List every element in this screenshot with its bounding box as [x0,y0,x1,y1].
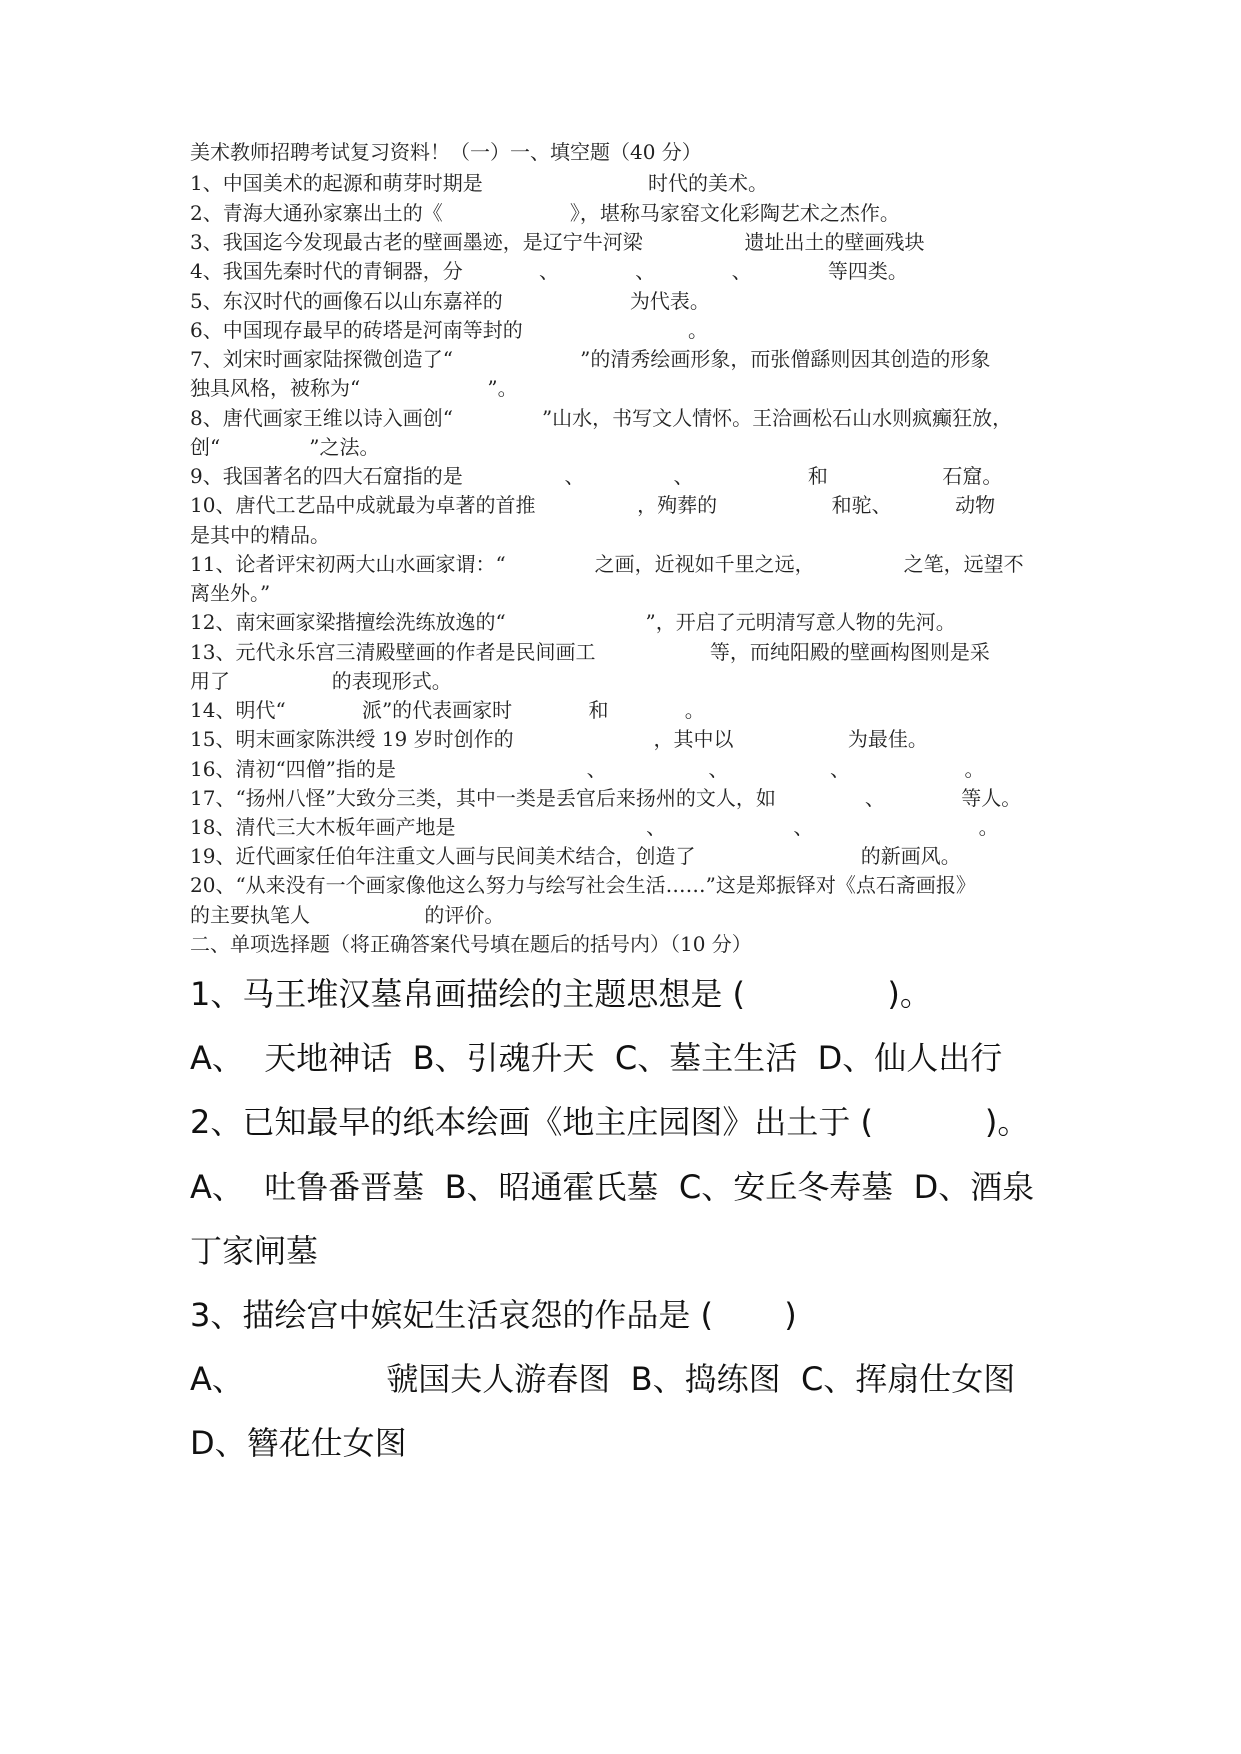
fill-blank-line: 8、唐代画家王维以诗入画创“ ”山水，书写文人情怀。王洽画松石山水则疯癫狂放， [190,406,1013,430]
fill-blank-line: 16、清初“四僧”指的是 、 、 、 。 [190,757,985,781]
choice-options: A、 虢国夫人游春图 B、捣练图 C、挥扇仕女图 [190,1360,1016,1398]
fill-blank-line: 离坐外。” [190,581,271,605]
fill-blank-line: 2、青海大通孙家寨出土的《 》，堪称马家窑文化彩陶艺术之杰作。 [190,201,900,225]
fill-blank-line: 独具风格，被称为“ ”。 [190,376,518,400]
choice-options: A、 天地神话 B、引魂升天 C、墓主生活 D、仙人出行 [190,1039,1003,1077]
document-title: 美术教师招聘考试复习资料！（一）一、填空题（40 分） [190,140,702,164]
fill-blank-line: 7、刘宋时画家陆探微创造了“ ”的清秀绘画形象，而张僧繇则因其创造的形象 [190,347,991,371]
choice-question: 3、描绘宫中嫔妃生活哀怨的作品是 ( ) [190,1296,797,1334]
fill-blank-line: 12、南宋画家梁揩擅绘洗练放逸的“ ”，开启了元明清写意人物的先河。 [190,610,956,634]
choice-options: D、簪花仕女图 [190,1424,407,1462]
fill-blank-line: 4、我国先秦时代的青铜器，分 、 、 、 等四类。 [190,259,908,283]
fill-blank-line: 11、论者评宋初两大山水画家谓：“ 之画，近视如千里之远， 之笔，远望不 [190,552,1024,576]
section-heading: 二、单项选择题（将正确答案代号填在题后的括号内）（10 分） [190,932,752,956]
fill-blank-line: 用了 的表现形式。 [190,669,452,693]
fill-blank-line: 15、明末画家陈洪绶 19 岁时创作的 ，其中以 为最佳。 [190,727,928,751]
fill-blank-line: 6、中国现存最早的砖塔是河南等封的 。 [190,318,709,342]
fill-blank-line: 是其中的精品。 [190,523,330,547]
fill-blank-line: 创“ ”之法。 [190,435,380,459]
fill-blank-line: 20、“从来没有一个画家像他这么努力与绘写社会生活……”这是郑振铎对《点石斋画报》 [190,873,976,897]
fill-blank-line: 14、明代“ 派”的代表画家时 和 。 [190,698,705,722]
fill-blank-line: 10、唐代工艺品中成就最为卓著的首推 ，殉葬的 和驼、 动物 [190,493,996,517]
choice-question: 2、已知最早的纸本绘画《地主庄园图》出土于 ( )。 [190,1103,1030,1141]
fill-blank-line: 13、元代永乐宫三清殿壁画的作者是民间画工 等，而纯阳殿的壁画构图则是采 [190,640,990,664]
fill-blank-line: 19、近代画家任伯年注重文人画与民间美术结合，创造了 的新画风。 [190,844,961,868]
fill-blank-line: 1、中国美术的起源和萌芽时期是 时代的美术。 [190,171,769,195]
choice-question: 1、马王堆汉墓帛画描绘的主题思想是 ( )。 [190,975,932,1013]
fill-blank-line: 3、我国迄今发现最古老的壁画墨迹，是辽宁牛河梁 遗址出土的壁画残块 [190,230,925,254]
fill-blank-line: 5、东汉时代的画像石以山东嘉祥的 为代表。 [190,289,710,313]
choice-options: 丁家闸墓 [190,1232,319,1270]
choice-options: A、 吐鲁番晋墓 B、昭通霍氏墓 C、安丘冬寿墓 D、酒泉 [190,1168,1035,1206]
fill-blank-line: 的主要执笔人 的评价。 [190,903,505,927]
fill-blank-line: 18、清代三大木板年画产地是 、 、 。 [190,815,999,839]
fill-blank-line: 9、我国著名的四大石窟指的是 、 、 和 石窟。 [190,464,1003,488]
fill-blank-line: 17、“扬州八怪”大致分三类，其中一类是丢官后来扬州的文人，如 、 等人。 [190,786,1022,810]
